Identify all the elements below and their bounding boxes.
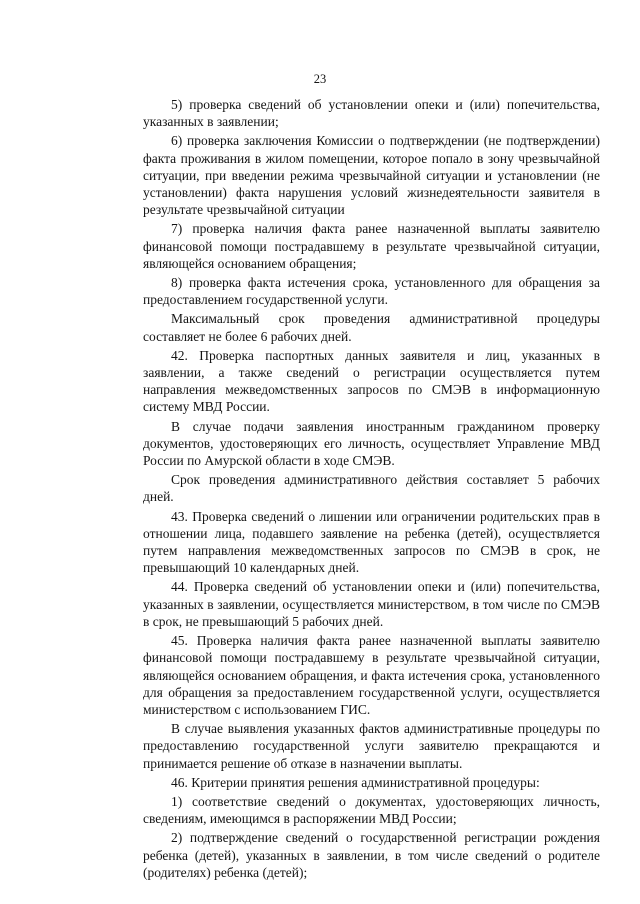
paragraph-item-8: 8) проверка факта истечения срока, установленного для обращения за предоставлением государственной услуги. [143, 275, 600, 308]
paragraph-46: 46. Критерии принятия решения административной процедуры: [171, 774, 540, 790]
paragraph-facts-detected: В случае выявления указанных фактов административные процедуры по предоставлению государственной услуги заявителю прекращаются и принимается решение об отказе в назначении выплаты. [143, 721, 600, 771]
document-body [143, 96, 600, 883]
paragraph-43: 43. Проверка сведений о лишении или ограничении родительских прав в отношении лица, подавшего заявление на ребенка (детей), осуществляется путем направления межведомственных запросов по СМЭВ в срок, не превышающий 10 календарных дней. [143, 508, 600, 576]
paragraph-item-6: 6) проверка заключения Комиссии о подтверждении (не подтверждении) факта проживания в жилом помещении, которое попало в зону чрезвычайной ситуации, при введении режима чрезвычайной ситуации и установлении (не установлении) факта нарушения условий жизнедеятельности заявителя в результате чрезвычайной ситуации [143, 133, 600, 218]
paragraph-criterion-1: 1) соответствие сведений о документах, удостоверяющих личность, сведениям, имеющимся в распоряжении МВД России; [143, 793, 600, 827]
paragraph-item-7: 7) проверка наличия факта ранее назначенной выплаты заявителю финансовой помощи пострадавшему в результате чрезвычайной ситуации, являющейся основанием обращения; [143, 221, 600, 271]
paragraph-action-term: Срок проведения административного действия составляет 5 рабочих дней. [143, 472, 600, 505]
paragraph-42: 42. Проверка паспортных данных заявителя и лиц, указанных в заявлении, а также сведений о регистрации осуществляется путем направления межведомственных запросов по СМЭВ в информационную систему МВД России. [143, 347, 600, 415]
paragraph-foreign-citizen: В случае подачи заявления иностранным гражданином проверку документов, удостоверяющих его личность, осуществляет Управление МВД России по Амурской области в ходе СМЭВ. [143, 418, 600, 469]
paragraph-45: 45. Проверка наличия факта ранее назначенной выплаты заявителю финансовой помощи пострадавшему в результате чрезвычайной ситуации, являющейся основанием обращения, и факта истечения срока, установленного для обращения за предоставлением государственной услуги, осуществляется министерством с использованием ГИС. [143, 633, 600, 717]
paragraph-criterion-2: 2) подтверждение сведений о государственной регистрации рождения ребенка (детей), указанных в заявлении, в том числе сведений о родителе (родителях) ребенка (детей); [143, 830, 600, 880]
paragraph-item-5: 5) проверка сведений об установлении опеки и (или) попечительства, указанных в заявлении; [143, 97, 600, 130]
paragraph-max-term: Максимальный срок проведения административной процедуры составляет не более 6 рабочих дней. [143, 311, 600, 344]
paragraph-44: 44. Проверка сведений об установлении опеки и (или) попечительства, указанных в заявлении, осуществляется министерством, в том числе по СМЭВ в срок, не превышающий 5 рабочих дней. [143, 579, 600, 629]
page-number: 23 [313, 72, 327, 86]
